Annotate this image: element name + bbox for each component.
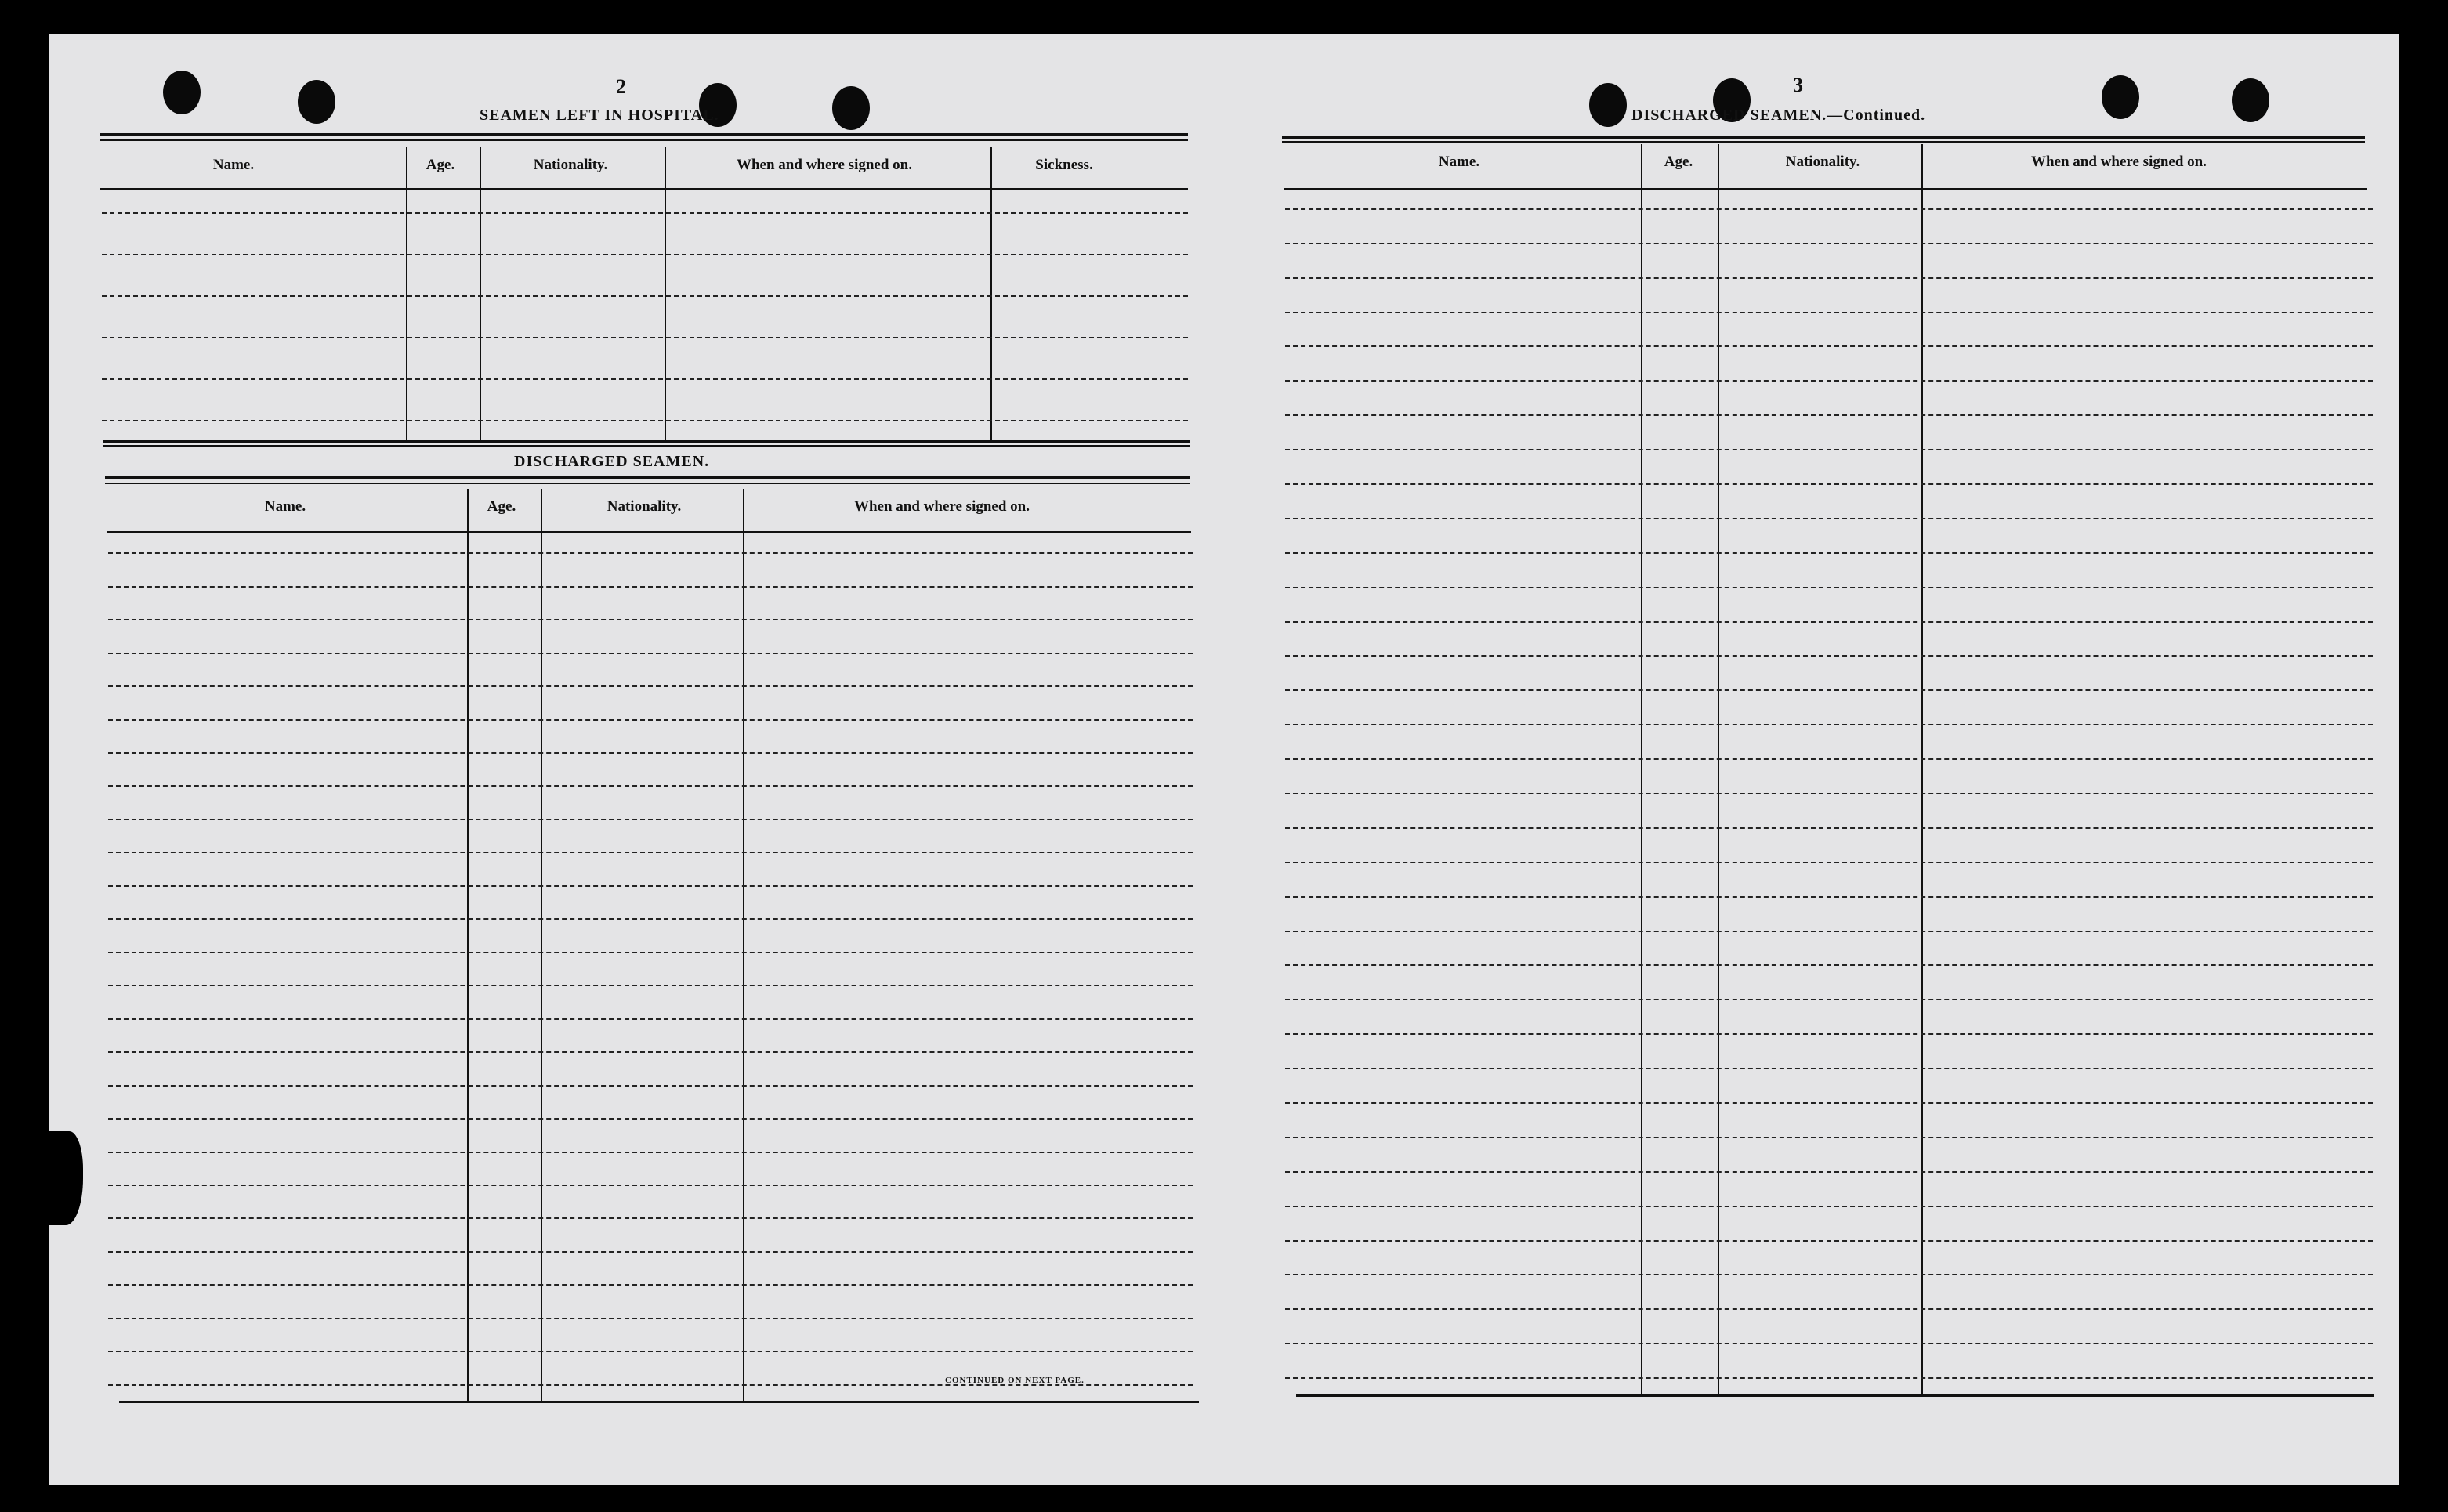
table-row-line (108, 918, 1193, 920)
table-row-line (1285, 931, 2373, 932)
table-row-line (1285, 1033, 2373, 1035)
hospital-col-sickness: Sickness. (1035, 157, 1093, 173)
discharged-continued-row-area (1285, 191, 2373, 1394)
table-row-line (1285, 1102, 2373, 1104)
torn-edge (49, 1131, 83, 1225)
punch-hole (832, 86, 870, 130)
right-top-rule (1282, 136, 2365, 139)
discharged-section-title: DISCHARGED SEAMEN. (514, 453, 710, 470)
right-top-rule (1282, 141, 2365, 143)
punch-hole (298, 80, 335, 124)
table-row-line (108, 653, 1193, 654)
table-row-line (1285, 724, 2373, 725)
table-row-line (1285, 1068, 2373, 1069)
table-row-line (1285, 827, 2373, 829)
table-row-line (108, 1185, 1193, 1186)
continued-note: CONTINUED ON NEXT PAGE. (945, 1376, 1085, 1385)
table-row-line (108, 719, 1193, 721)
table-row-line (1285, 552, 2373, 554)
table-row-line (1285, 277, 2373, 279)
table-row-line (1285, 1206, 2373, 1207)
table-row-line (108, 1051, 1193, 1053)
table-row-line (108, 985, 1193, 986)
table-row-line (1285, 1308, 2373, 1310)
table-row-line (1285, 518, 2373, 519)
table-row-line (108, 952, 1193, 953)
hospital-section-title: SEAMEN LEFT IN HOSPITAL. (480, 107, 719, 124)
table-row-line (102, 254, 1188, 255)
table-row-line (108, 1152, 1193, 1153)
table-row-line (108, 685, 1193, 687)
table-row-line (1285, 689, 2373, 691)
table-row-line (1285, 621, 2373, 623)
right-bottom-rule (1296, 1394, 2374, 1397)
table-row-line (102, 420, 1188, 421)
hospital-col-signed-on: When and where signed on. (736, 157, 913, 173)
table-row-line (1285, 1343, 2373, 1344)
table-row-line (1285, 1274, 2373, 1275)
discharged-col-nationality: Nationality. (607, 498, 682, 515)
hospital-col-nationality: Nationality. (533, 157, 608, 173)
table-row-line (108, 852, 1193, 853)
table-row-line (1285, 449, 2373, 450)
right-col-age: Age. (1664, 154, 1693, 170)
discharged-continued-title: DISCHARGED SEAMEN.—Continued. (1631, 107, 1926, 124)
table-row-line (108, 619, 1193, 620)
table-row-line (1285, 208, 2373, 210)
discharged-row-area (108, 536, 1193, 1401)
right-col-signed-on: When and where signed on. (2030, 154, 2207, 170)
table-row-line (1285, 758, 2373, 760)
discharged-col-age: Age. (487, 498, 516, 515)
table-row-line (1285, 655, 2373, 657)
table-row-line (1285, 345, 2373, 347)
table-row-line (108, 586, 1193, 588)
table-row-line (1285, 793, 2373, 794)
table-row-line (1285, 1377, 2373, 1379)
hospital-bottom-rule (103, 445, 1190, 447)
table-row-line (102, 212, 1188, 214)
table-row-line (1285, 964, 2373, 966)
table-row-line (108, 885, 1193, 887)
table-row-line (108, 1318, 1193, 1319)
table-row-line (102, 337, 1188, 338)
punch-hole (2232, 78, 2269, 122)
table-row-line (1285, 896, 2373, 898)
table-row-line (102, 378, 1188, 380)
page-number-right: 3 (1793, 74, 1803, 96)
hospital-col-age: Age. (426, 157, 455, 173)
punch-hole (2102, 75, 2139, 119)
table-row-line (108, 752, 1193, 754)
hospital-bottom-rule (103, 440, 1190, 443)
hospital-top-rule (100, 133, 1188, 136)
table-row-line (1285, 312, 2373, 313)
document-sheet (49, 34, 2399, 1485)
table-row-line (108, 1217, 1193, 1219)
table-row-line (1285, 1171, 2373, 1173)
table-row-line (108, 1351, 1193, 1352)
hospital-top-rule (100, 139, 1188, 141)
right-header-rule (1284, 188, 2367, 190)
hospital-col-name: Name. (212, 157, 255, 173)
right-col-nationality: Nationality. (1785, 154, 1860, 170)
table-row-line (108, 1085, 1193, 1087)
discharged-col-signed-on: When and where signed on. (853, 498, 1030, 515)
table-row-line (108, 1284, 1193, 1286)
table-row-line (1285, 483, 2373, 485)
hospital-row-area (102, 191, 1188, 440)
table-row-line (1285, 862, 2373, 863)
table-row-line (1285, 243, 2373, 244)
right-col-name: Name. (1438, 154, 1480, 170)
table-row-line (108, 1018, 1193, 1020)
discharged-top-rule (105, 476, 1190, 479)
table-row-line (1285, 587, 2373, 588)
discharged-col-name: Name. (264, 498, 306, 515)
table-row-line (1285, 1240, 2373, 1242)
discharged-bottom-rule (119, 1401, 1199, 1403)
table-row-line (108, 819, 1193, 820)
discharged-header-rule (107, 531, 1191, 533)
table-row-line (108, 1251, 1193, 1253)
table-row-line (108, 552, 1193, 554)
discharged-top-rule (105, 483, 1190, 484)
punch-hole (1589, 83, 1627, 127)
table-row-line (108, 785, 1193, 787)
hospital-header-rule (100, 188, 1188, 190)
table-row-line (102, 295, 1188, 297)
page-number-left: 2 (616, 75, 626, 98)
punch-hole (163, 71, 201, 114)
table-row-line (1285, 999, 2373, 1000)
table-row-line (1285, 414, 2373, 416)
table-row-line (108, 1118, 1193, 1120)
table-row-line (1285, 380, 2373, 382)
table-row-line (1285, 1137, 2373, 1138)
